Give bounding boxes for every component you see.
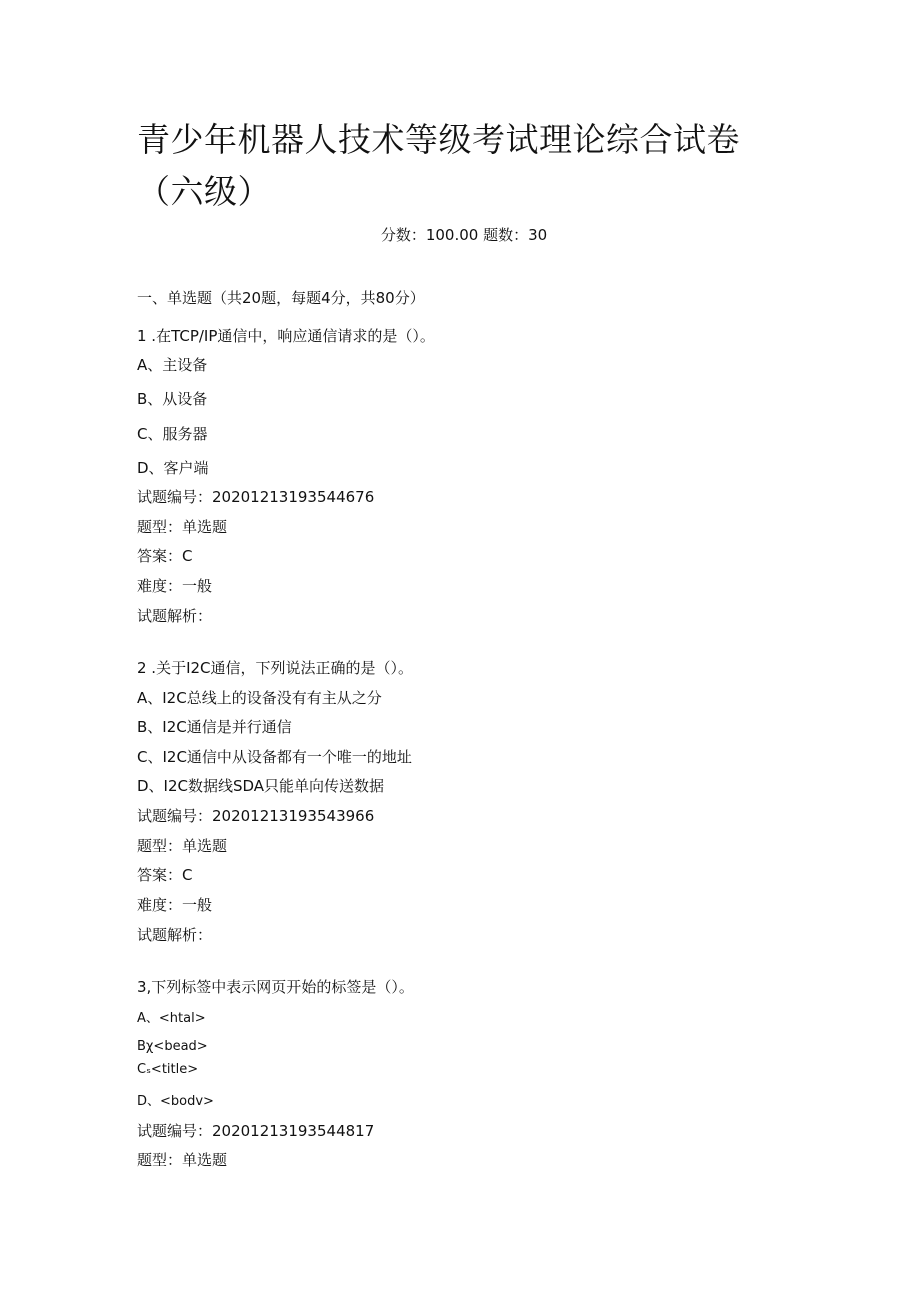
question-type: 题型：单选题	[137, 837, 228, 855]
score-summary: 分数：100.00 题数：30	[380, 226, 548, 244]
option-a: A、主设备	[137, 356, 208, 374]
option-d: D、I2C数据线SDA只能单向传送数据	[137, 777, 385, 795]
question-type: 题型：单选题	[137, 518, 228, 536]
option-c: C、I2C通信中从设备都有一个唯一的地址	[137, 748, 412, 766]
option-c: Cₛ<title>	[137, 1062, 199, 1077]
question-analysis: 试题解析：	[137, 926, 213, 944]
question-id: 试题编号：20201213193544817	[137, 1122, 375, 1140]
option-a: A、I2C总线上的设备没有有主从之分	[137, 689, 382, 707]
option-a: A、<htal>	[137, 1011, 206, 1026]
option-d: D、<bodv>	[137, 1094, 214, 1109]
option-b: B、从设备	[137, 390, 208, 408]
option-c: C、服务器	[137, 425, 208, 443]
question-stem: 3,下列标签中表示网页开始的标签是（）。	[137, 978, 414, 996]
question-id: 试题编号：20201213193544676	[137, 488, 375, 506]
question-type: 题型：单选题	[137, 1151, 228, 1169]
option-d: D、客户端	[137, 459, 209, 477]
question-stem: 2 .关于I2C通信，下列说法正确的是（）。	[137, 659, 414, 677]
question-answer: 答案：C	[137, 866, 193, 884]
page-title: 青少年机器人技术等级考试理论综合试卷（六级）	[137, 120, 740, 211]
section-heading: 一、单选题（共20题，每题4分，共80分）	[137, 289, 425, 307]
option-b: B、I2C通信是并行通信	[137, 718, 292, 736]
option-b: Bχ<bead>	[137, 1039, 208, 1054]
question-difficulty: 难度：一般	[137, 896, 213, 914]
question-answer: 答案：C	[137, 547, 193, 565]
question-id: 试题编号：20201213193543966	[137, 807, 375, 825]
question-analysis: 试题解析：	[137, 607, 213, 625]
question-difficulty: 难度：一般	[137, 577, 213, 595]
question-stem: 1 .在TCP/IP通信中，响应通信请求的是（）。	[137, 327, 435, 345]
